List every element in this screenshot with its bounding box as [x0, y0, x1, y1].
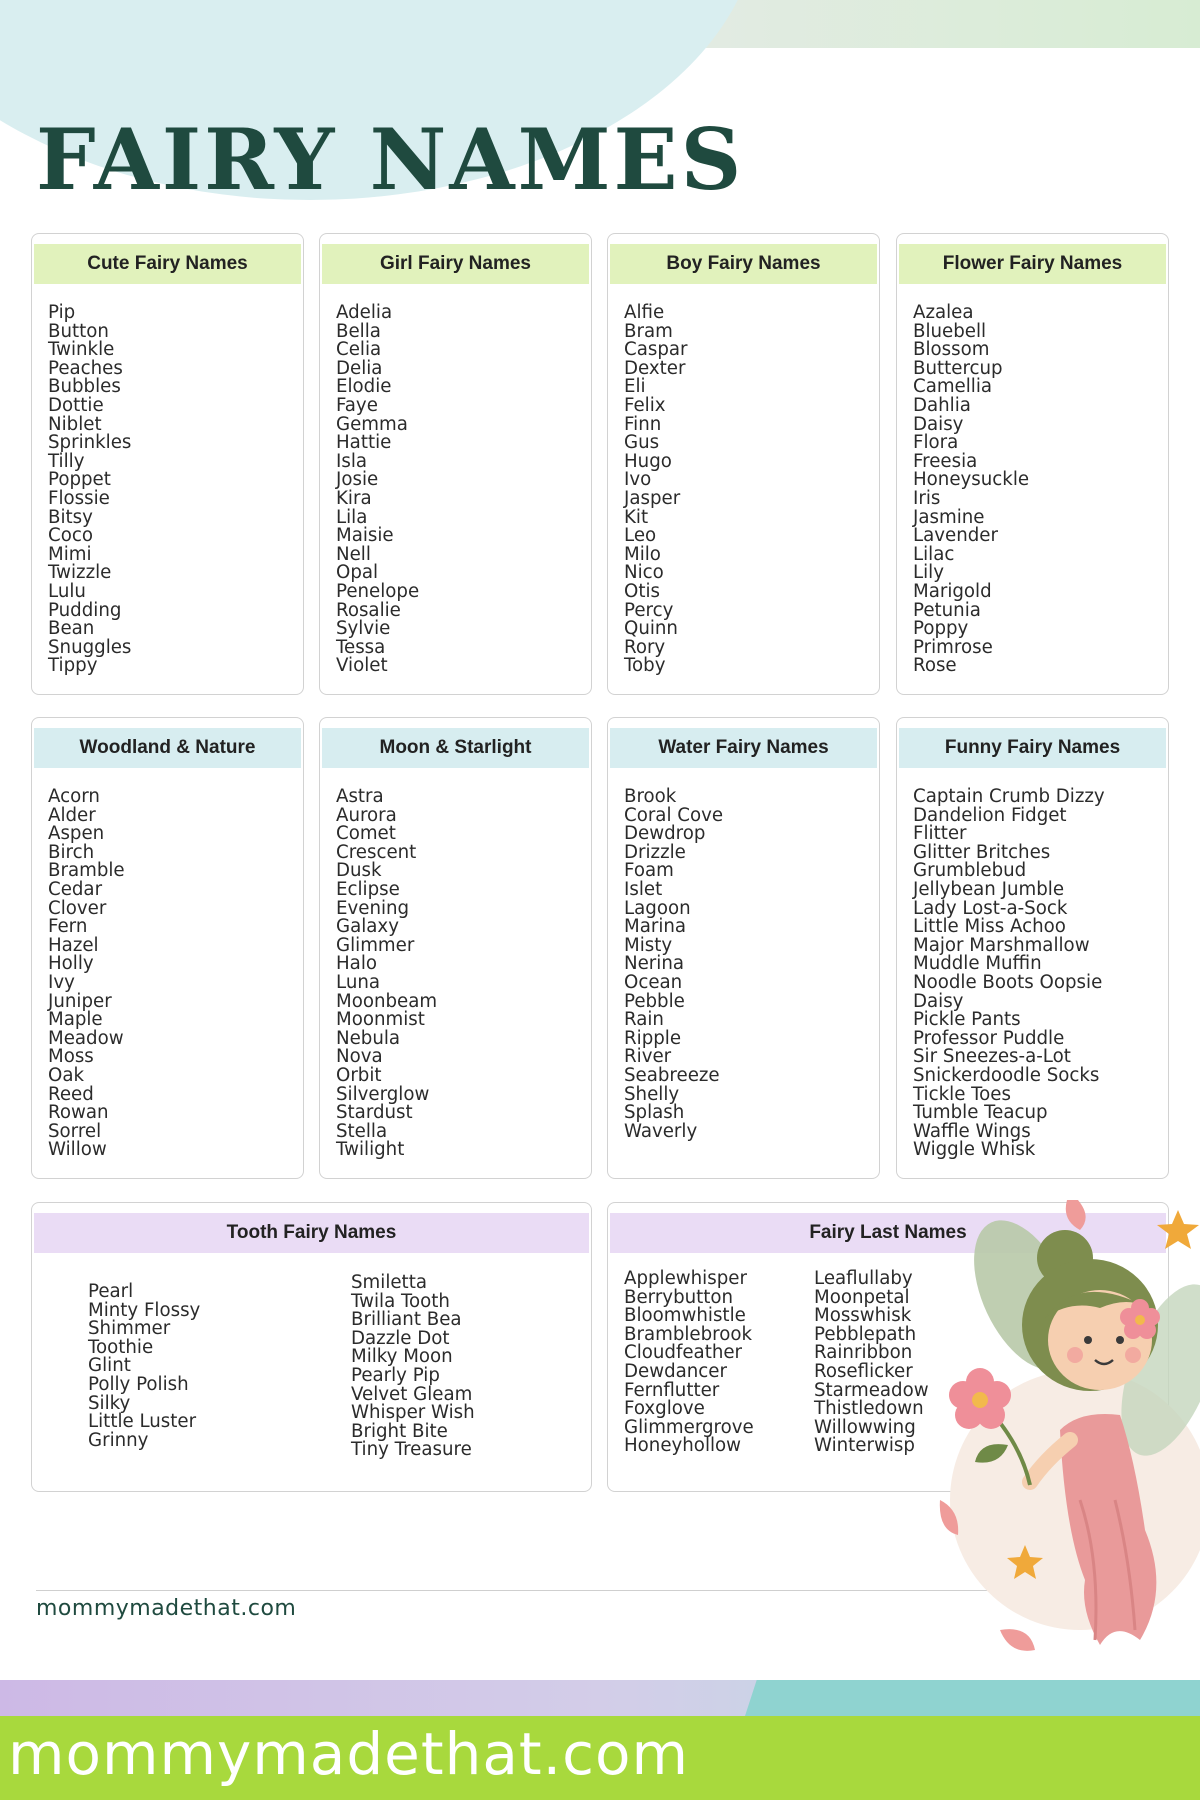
list-item: Tumble Teacup: [913, 1102, 1048, 1124]
list-item: Berrybutton: [624, 1286, 734, 1308]
list-item: Honeyhollow: [624, 1435, 742, 1457]
list-item: Moonbeam: [336, 990, 438, 1012]
list-item: Bright Bite: [351, 1420, 448, 1442]
list-item: Adelia: [336, 302, 393, 323]
list-item: Flora: [913, 432, 959, 454]
list-item: Leo: [624, 525, 657, 547]
list-item: Eli: [624, 376, 646, 398]
list-item: Evening: [336, 897, 410, 919]
list-item: Gus: [624, 432, 660, 454]
list-item: Nerina: [624, 953, 684, 975]
list-item: Islet: [624, 878, 663, 900]
list-item: Poppy: [913, 618, 969, 640]
list-item: Tickle Toes: [913, 1083, 1011, 1105]
list-item: Sir Sneezes-a-Lot: [913, 1046, 1071, 1068]
list-item: Brook: [624, 786, 677, 807]
list-item: Galaxy: [336, 916, 399, 938]
list-item: Halo: [336, 953, 378, 975]
list-item: Twila Tooth: [351, 1290, 450, 1312]
list-item: Maple: [48, 1009, 103, 1031]
list-item: Jasmine: [913, 506, 985, 528]
list-item: Fern: [48, 916, 88, 938]
list-item: Ocean: [624, 971, 683, 993]
left-eye: [1084, 1336, 1092, 1344]
list-item: Celia: [336, 339, 382, 361]
list-item: Rain: [624, 1009, 664, 1031]
card-heading: Flower Fairy Names: [899, 244, 1166, 284]
list-item: Acorn: [48, 786, 100, 807]
list-item: Daisy: [913, 413, 964, 435]
list-item: Twilight: [336, 1139, 405, 1161]
list-item: Snickerdoodle Socks: [913, 1064, 1100, 1086]
name-list: [624, 788, 879, 1141]
list-item: Rowan: [48, 1102, 109, 1124]
list-item: Brilliant Bea: [351, 1309, 462, 1331]
list-item: Smiletta: [351, 1272, 427, 1293]
card-heading: Cute Fairy Names: [34, 244, 301, 284]
list-item: Cedar: [48, 878, 103, 900]
list-item: Drizzle: [624, 841, 686, 863]
list-item: Honeysuckle: [913, 469, 1030, 491]
list-item: Bitsy: [48, 506, 93, 528]
list-item: Percy: [624, 599, 674, 621]
list-item: Dottie: [48, 394, 104, 416]
list-item: Isla: [336, 450, 368, 472]
list-item: Violet: [336, 655, 388, 677]
list-item: Coco: [48, 525, 93, 547]
list-item: Wiggle Whisk: [913, 1139, 1036, 1161]
list-item: Seabreeze: [624, 1064, 720, 1086]
list-item: Iris: [913, 487, 941, 509]
list-item: Alder: [48, 804, 96, 826]
card-woodland-nature: [31, 717, 304, 1179]
list-item: Camellia: [913, 376, 993, 398]
name-list: [913, 788, 1168, 1160]
list-item: Bram: [624, 320, 673, 342]
list-item: Polly Polish: [88, 1373, 189, 1395]
list-item: Eclipse: [336, 878, 400, 900]
card-moon-starlight: [319, 717, 592, 1179]
list-item: Blossom: [913, 339, 990, 361]
card-funny-fairy-names: [896, 717, 1169, 1179]
list-item: Otis: [624, 580, 660, 602]
list-item: Major Marshmallow: [913, 934, 1090, 956]
list-item: Lila: [336, 506, 368, 528]
list-item: Moss: [48, 1046, 94, 1068]
list-item: Captain Crumb Dizzy: [913, 786, 1105, 807]
list-item: Luna: [336, 971, 381, 993]
list-item: Moonpetal: [814, 1286, 910, 1308]
list-item: Splash: [624, 1102, 685, 1124]
list-item: Nell: [336, 543, 371, 565]
list-item: Noodle Boots Oopsie: [913, 971, 1103, 993]
list-item: Hattie: [336, 432, 392, 454]
card-heading: Girl Fairy Names: [322, 244, 589, 284]
list-item: Muddle Muffin: [913, 953, 1042, 975]
card-heading: Tooth Fairy Names: [34, 1213, 589, 1253]
name-list-col-1: [88, 1283, 200, 1450]
list-item: Gemma: [336, 413, 408, 435]
list-item: Grumblebud: [913, 860, 1027, 882]
list-item: Willow: [48, 1139, 107, 1161]
list-item: Buttercup: [913, 357, 1003, 379]
list-item: Fernflutter: [624, 1379, 720, 1401]
list-item: Pip: [48, 302, 76, 323]
list-item: Comet: [336, 823, 396, 845]
list-item: Delia: [336, 357, 383, 379]
list-item: Mimi: [48, 543, 92, 565]
list-item: Sylvie: [336, 618, 391, 640]
list-item: Tiny Treasure: [351, 1439, 472, 1461]
name-list-col-2: [351, 1274, 475, 1460]
list-item: Shimmer: [88, 1318, 171, 1340]
list-item: Roseflicker: [814, 1360, 913, 1382]
card-water-fairy-names: [607, 717, 880, 1179]
footer-divider: [36, 1590, 1016, 1591]
list-item: Glitter Britches: [913, 841, 1051, 863]
name-list: [336, 788, 591, 1160]
list-item: Elodie: [336, 376, 392, 398]
list-item: Birch: [48, 841, 95, 863]
name-list-col-1: [624, 1270, 754, 1456]
list-item: Button: [48, 320, 109, 342]
list-item: Astra: [336, 786, 384, 807]
list-item: Pearly Pip: [351, 1364, 440, 1386]
list-item: Freesia: [913, 450, 978, 472]
name-list-col-2: [814, 1270, 929, 1456]
list-item: Twizzle: [48, 562, 112, 584]
card-heading: Woodland & Nature: [34, 728, 301, 768]
list-item: Lilac: [913, 543, 955, 565]
list-item: Bloomwhistle: [624, 1305, 746, 1327]
list-item: Little Luster: [88, 1411, 197, 1433]
list-item: Waffle Wings: [913, 1120, 1031, 1142]
list-item: Pebblepath: [814, 1323, 917, 1345]
list-item: Sorrel: [48, 1120, 102, 1142]
list-item: Josie: [336, 469, 379, 491]
list-item: Bella: [336, 320, 381, 342]
right-eye: [1116, 1336, 1124, 1344]
list-item: Crescent: [336, 841, 417, 863]
list-item: Poppet: [48, 469, 111, 491]
left-cheek: [1067, 1347, 1083, 1363]
footer-color-band-accent: [745, 1680, 1200, 1716]
list-item: Dahlia: [913, 394, 971, 416]
list-item: Tilly: [48, 450, 85, 472]
list-item: Pearl: [88, 1281, 134, 1302]
list-item: Petunia: [913, 599, 981, 621]
list-item: Caspar: [624, 339, 688, 361]
list-item: Bramble: [48, 860, 125, 882]
list-item: Tippy: [48, 655, 98, 677]
list-item: Kit: [624, 506, 649, 528]
list-item: Bluebell: [913, 320, 987, 342]
list-item: Mosswhisk: [814, 1305, 912, 1327]
list-item: Lily: [913, 562, 945, 584]
list-item: Ripple: [624, 1027, 682, 1049]
list-item: Bramblebrook: [624, 1323, 753, 1345]
list-item: Applewhisper: [624, 1268, 747, 1289]
list-item: Dewdrop: [624, 823, 706, 845]
list-item: Dandelion Fidget: [913, 804, 1067, 826]
name-list: [624, 304, 879, 676]
list-item: Niblet: [48, 413, 102, 435]
list-item: Primrose: [913, 636, 993, 658]
list-item: Winterwisp: [814, 1435, 915, 1457]
list-item: Lagoon: [624, 897, 691, 919]
list-item: Rosalie: [336, 599, 401, 621]
list-item: Silverglow: [336, 1083, 430, 1105]
name-list: [913, 304, 1168, 676]
list-item: Toby: [624, 655, 666, 677]
hand-flower: [949, 1368, 1011, 1429]
list-item: Finn: [624, 413, 662, 435]
list-item: Bean: [48, 618, 95, 640]
list-item: Snuggles: [48, 636, 132, 658]
list-item: Felix: [624, 394, 666, 416]
list-item: Alfie: [624, 302, 665, 323]
list-item: Misty: [624, 934, 673, 956]
card-heading: Funny Fairy Names: [899, 728, 1166, 768]
list-item: Twinkle: [48, 339, 115, 361]
list-item: Rory: [624, 636, 666, 658]
list-item: Quinn: [624, 618, 678, 640]
list-item: Thistledown: [814, 1398, 924, 1420]
list-item: Foam: [624, 860, 674, 882]
list-item: Jasper: [624, 487, 681, 509]
list-item: Juniper: [48, 990, 112, 1012]
list-item: Flitter: [913, 823, 967, 845]
list-item: Bubbles: [48, 376, 121, 398]
list-item: Jellybean Jumble: [913, 878, 1065, 900]
list-item: Ivy: [48, 971, 75, 993]
list-item: Glimmer: [336, 934, 415, 956]
list-item: Lady Lost-a-Sock: [913, 897, 1068, 919]
list-item: Peaches: [48, 357, 123, 379]
list-item: Lavender: [913, 525, 998, 547]
list-item: Reed: [48, 1083, 94, 1105]
list-item: Dazzle Dot: [351, 1327, 450, 1349]
list-item: Milo: [624, 543, 661, 565]
list-item: Kira: [336, 487, 372, 509]
list-item: Stella: [336, 1120, 388, 1142]
list-item: Hazel: [48, 934, 99, 956]
list-item: River: [624, 1046, 672, 1068]
list-item: Foxglove: [624, 1398, 705, 1420]
list-item: Opal: [336, 562, 379, 584]
list-item: Cloudfeather: [624, 1342, 743, 1364]
list-item: Aurora: [336, 804, 397, 826]
list-item: Velvet Gleam: [351, 1383, 473, 1405]
list-item: Oak: [48, 1064, 84, 1086]
list-item: Glint: [88, 1355, 131, 1377]
list-item: Silky: [88, 1392, 131, 1414]
list-item: Dexter: [624, 357, 686, 379]
list-item: Orbit: [336, 1064, 382, 1086]
list-item: Leaflullaby: [814, 1268, 913, 1289]
list-item: Pudding: [48, 599, 122, 621]
star-icon: [1157, 1210, 1199, 1249]
list-item: Coral Cove: [624, 804, 724, 826]
list-item: Willowwing: [814, 1416, 916, 1438]
footer-big-site-link[interactable]: mommymadethat.com: [8, 1720, 689, 1788]
list-item: Rose: [913, 655, 957, 677]
card-tooth-fairy-names: [31, 1202, 592, 1492]
list-item: Sprinkles: [48, 432, 132, 454]
name-list: [48, 788, 303, 1160]
list-item: Marigold: [913, 580, 992, 602]
list-item: Daisy: [913, 990, 964, 1012]
list-item: Hugo: [624, 450, 672, 472]
card-girl-fairy-names: [319, 233, 592, 695]
list-item: Pickle Pants: [913, 1009, 1021, 1031]
card-heading: Boy Fairy Names: [610, 244, 877, 284]
right-cheek: [1125, 1347, 1141, 1363]
fairy-illustration: [930, 1200, 1200, 1680]
list-item: Whisper Wish: [351, 1402, 475, 1424]
list-item: Nico: [624, 562, 664, 584]
card-boy-fairy-names: [607, 233, 880, 695]
list-item: Glimmergrove: [624, 1416, 754, 1438]
list-item: Ivo: [624, 469, 652, 491]
list-item: Toothie: [88, 1336, 154, 1358]
list-item: Penelope: [336, 580, 420, 602]
list-item: Aspen: [48, 823, 105, 845]
list-item: Little Miss Achoo: [913, 916, 1066, 938]
page-title: FAIRY NAMES: [36, 110, 745, 209]
list-item: Stardust: [336, 1102, 413, 1124]
list-item: Moonmist: [336, 1009, 425, 1031]
list-item: Starmeadow: [814, 1379, 929, 1401]
list-item: Azalea: [913, 302, 974, 323]
list-item: Lulu: [48, 580, 86, 602]
footer-site-link[interactable]: mommymadethat.com: [36, 1596, 297, 1621]
list-item: Shelly: [624, 1083, 680, 1105]
list-item: Meadow: [48, 1027, 124, 1049]
list-item: Marina: [624, 916, 687, 938]
list-item: Holly: [48, 953, 94, 975]
list-item: Maisie: [336, 525, 394, 547]
list-item: Waverly: [624, 1120, 698, 1142]
list-item: Dewdancer: [624, 1360, 727, 1382]
list-item: Professor Puddle: [913, 1027, 1065, 1049]
list-item: Tessa: [336, 636, 386, 658]
list-item: Rainribbon: [814, 1342, 913, 1364]
list-item: Dusk: [336, 860, 382, 882]
list-item: Nova: [336, 1046, 383, 1068]
card-flower-fairy-names: [896, 233, 1169, 695]
card-heading: Fairy Last Names: [610, 1213, 1166, 1253]
list-item: Pebble: [624, 990, 685, 1012]
name-list: [336, 304, 591, 676]
petal: [1000, 1629, 1035, 1651]
name-list: [48, 304, 303, 676]
list-item: Flossie: [48, 487, 110, 509]
card-heading: Water Fairy Names: [610, 728, 877, 768]
card-cute-fairy-names: [31, 233, 304, 695]
list-item: Clover: [48, 897, 107, 919]
list-item: Faye: [336, 394, 378, 416]
card-heading: Moon & Starlight: [322, 728, 589, 768]
list-item: Milky Moon: [351, 1346, 453, 1368]
list-item: Nebula: [336, 1027, 401, 1049]
list-item: Minty Flossy: [88, 1299, 201, 1321]
list-item: Grinny: [88, 1429, 149, 1451]
leaf-petal: [1066, 1200, 1086, 1230]
